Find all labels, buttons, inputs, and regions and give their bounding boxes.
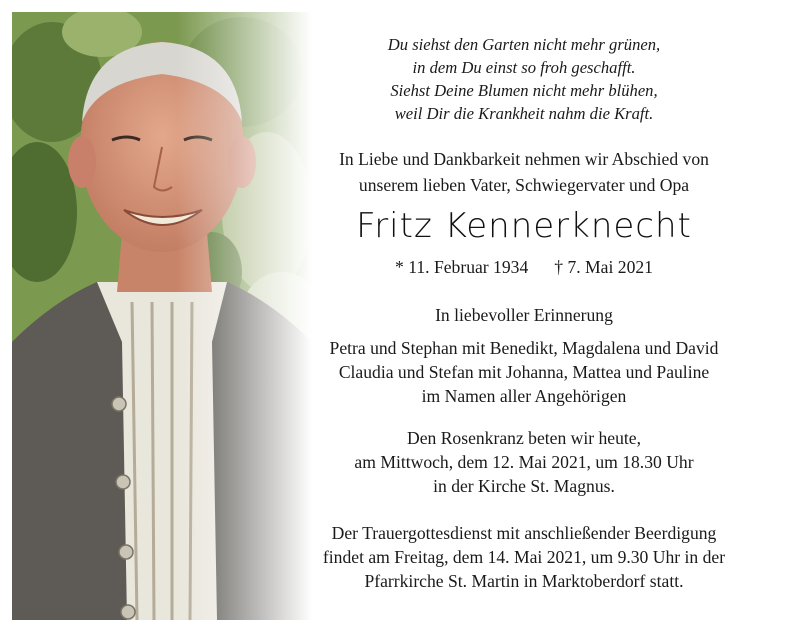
- intro-line: unserem lieben Vater, Schwiegervater und Opa: [358, 175, 690, 195]
- family-line: Petra und Stephan mit Benedikt, Magdalena und David: [329, 338, 719, 358]
- service-line: findet am Freitag, dem 14. Mai 2021, um 9.30 Uhr in der: [322, 547, 726, 567]
- funeral-service-notice: [262, 521, 786, 593]
- life-dates: [262, 254, 786, 280]
- family-line: im Namen aller Angehörigen: [421, 386, 627, 406]
- memory-line: In liebevoller Erinnerung: [435, 305, 613, 325]
- birth-date: * 11. Februar 1934: [395, 257, 529, 277]
- intro-text: [262, 146, 786, 198]
- deceased-name: Fritz Kennerknecht: [356, 206, 692, 246]
- rosary-line: Den Rosenkranz beten wir heute,: [406, 428, 641, 448]
- service-line: Der Trauergottesdienst mit anschließender Beerdigung: [331, 523, 717, 543]
- poem-line: Siehst Deine Blumen nicht mehr blühen,: [390, 81, 658, 100]
- rosary-line: am Mittwoch, dem 12. Mai 2021, um 18.30 Uhr: [354, 452, 694, 472]
- poem-line: Du siehst den Garten nicht mehr grünen,: [387, 35, 661, 54]
- family-list: [262, 336, 786, 408]
- rosary-notice: [262, 426, 786, 498]
- death-date: † 7. Mai 2021: [554, 257, 653, 277]
- intro-line: In Liebe und Dankbarkeit nehmen wir Abschied von: [339, 149, 709, 169]
- poem: [262, 33, 786, 125]
- poem-line: in dem Du einst so froh geschafft.: [412, 58, 636, 77]
- family-line: Claudia und Stefan mit Johanna, Mattea und Pauline: [338, 362, 710, 382]
- service-line: Pfarrkirche St. Martin in Marktoberdorf statt.: [364, 571, 684, 591]
- poem-line: weil Dir die Krankheit nahm die Kraft.: [394, 104, 654, 123]
- rosary-line: in der Kirche St. Magnus.: [433, 476, 615, 496]
